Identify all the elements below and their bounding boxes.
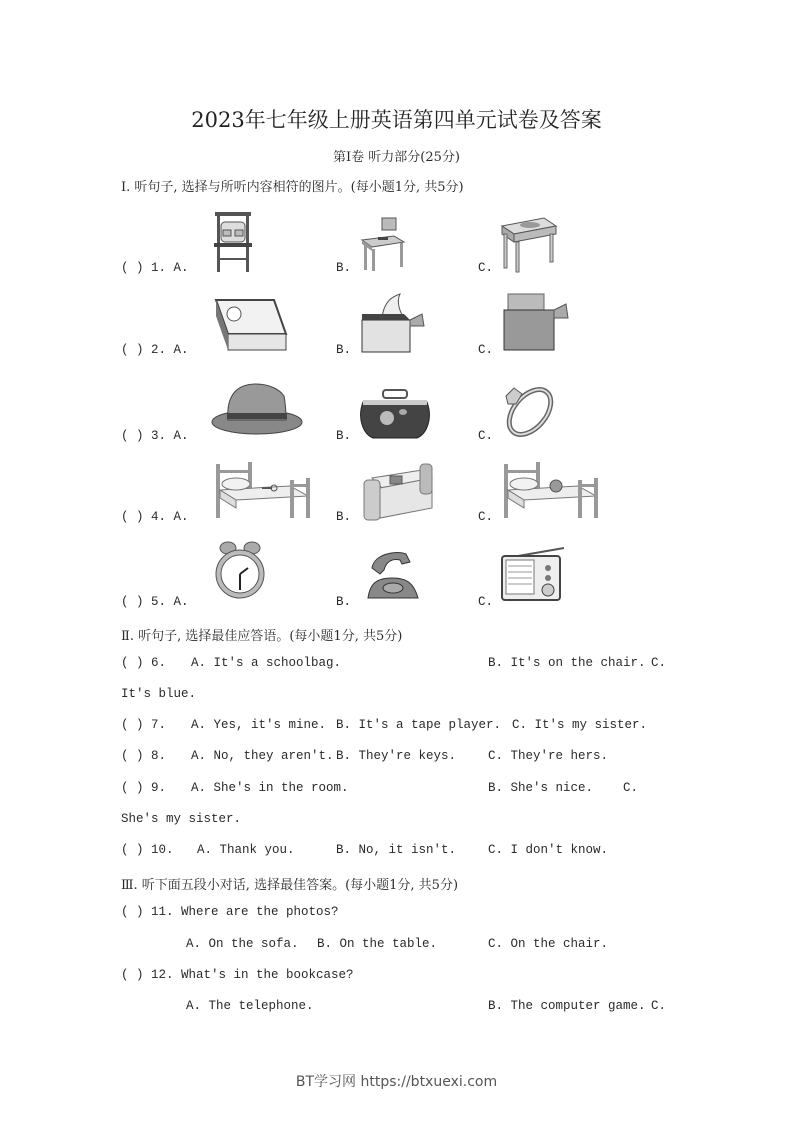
desk-with-item-icon [500,212,558,274]
watermark-footer: BT学习网 https://btxuexi.com [295,1074,498,1090]
q10-option-c: C. I don't know. [488,843,609,857]
box-with-ball-icon [214,298,288,352]
q1-prefix: ( ) 1. A. [121,261,189,275]
q10-option-a: A. Thank you. [197,843,295,857]
q2-option-b: B. [336,343,352,357]
bed-with-book-icon [362,462,434,522]
q6-option-a: A. It's a schoolbag. [191,656,342,670]
q6-option-c: C. [651,656,667,670]
q11-option-a: A. On the sofa. [186,937,299,951]
q12-stem: ( ) 12. What's in the bookcase? [121,968,354,982]
box-with-books-icon [502,292,570,354]
chair-with-schoolbag-icon [212,210,254,274]
q11-stem: ( ) 11. Where are the photos? [121,905,339,919]
q12-option-c: C. [651,999,667,1013]
q2-prefix: ( ) 2. A. [121,343,189,357]
q4-option-b: B. [336,510,352,524]
desk-and-chair-with-phone-icon [360,216,408,272]
telephone-icon [362,548,422,602]
section-2-heading: Ⅱ. 听句子, 选择最佳应答语。(每小题1分, 共5分) [121,629,403,644]
q1-option-c: C. [478,261,494,275]
q9-option-c-text: She's my sister. [121,812,242,826]
q7-option-a: A. Yes, it's mine. [191,718,327,732]
q8-option-c: C. They're hers. [488,749,609,763]
q11-option-c: C. On the chair. [488,937,609,951]
ring-icon [500,378,558,442]
q3-option-c: C. [478,429,494,443]
q4-option-c: C. [478,510,494,524]
q3-option-b: B. [336,429,352,443]
q12-option-b: B. The computer game. [488,999,646,1013]
box-with-bananas-icon [360,292,426,354]
q9-option-b: B. She's nice. [488,781,594,795]
q9-number: ( ) 9. [121,781,167,795]
section-1-heading: Ⅰ. 听句子, 选择与所听内容相符的图片。(每小题1分, 共5分) [121,180,464,195]
bed-with-key-icon [214,460,314,520]
purse-icon [357,388,433,440]
q1-option-b: B. [336,261,352,275]
q7-number: ( ) 7. [121,718,167,732]
hat-icon [210,380,304,436]
q6-option-c-text: It's blue. [121,687,197,701]
q6-option-b: B. It's on the chair. [488,656,646,670]
q9-option-a: A. She's in the room. [191,781,349,795]
bed-with-ball-icon [502,460,602,520]
q4-prefix: ( ) 4. A. [121,510,189,524]
q12-option-a: A. The telephone. [186,999,314,1013]
q7-option-b: B. It's a tape player. [336,718,502,732]
page-title: 2023年七年级上册英语第四单元试卷及答案 [191,108,602,132]
q7-option-c: C. It's my sister. [512,718,648,732]
q9-option-c: C. [623,781,639,795]
q10-number: ( ) 10. [121,843,174,857]
q5-option-b: B. [336,595,352,609]
q8-option-b: B. They're keys. [336,749,457,763]
q5-prefix: ( ) 5. A. [121,595,189,609]
q3-prefix: ( ) 3. A. [121,429,189,443]
part-subtitle: 第Ⅰ卷 听力部分(25分) [333,150,460,165]
q11-option-b: B. On the table. [317,937,438,951]
q8-option-a: A. No, they aren't. [191,749,334,763]
radio-icon [500,546,566,602]
q8-number: ( ) 8. [121,749,167,763]
q6-number: ( ) 6. [121,656,167,670]
alarm-clock-icon [210,540,270,602]
q10-option-b: B. No, it isn't. [336,843,457,857]
section-3-heading: Ⅲ. 听下面五段小对话, 选择最佳答案。(每小题1分, 共5分) [121,878,459,893]
q2-option-c: C. [478,343,494,357]
q5-option-c: C. [478,595,494,609]
